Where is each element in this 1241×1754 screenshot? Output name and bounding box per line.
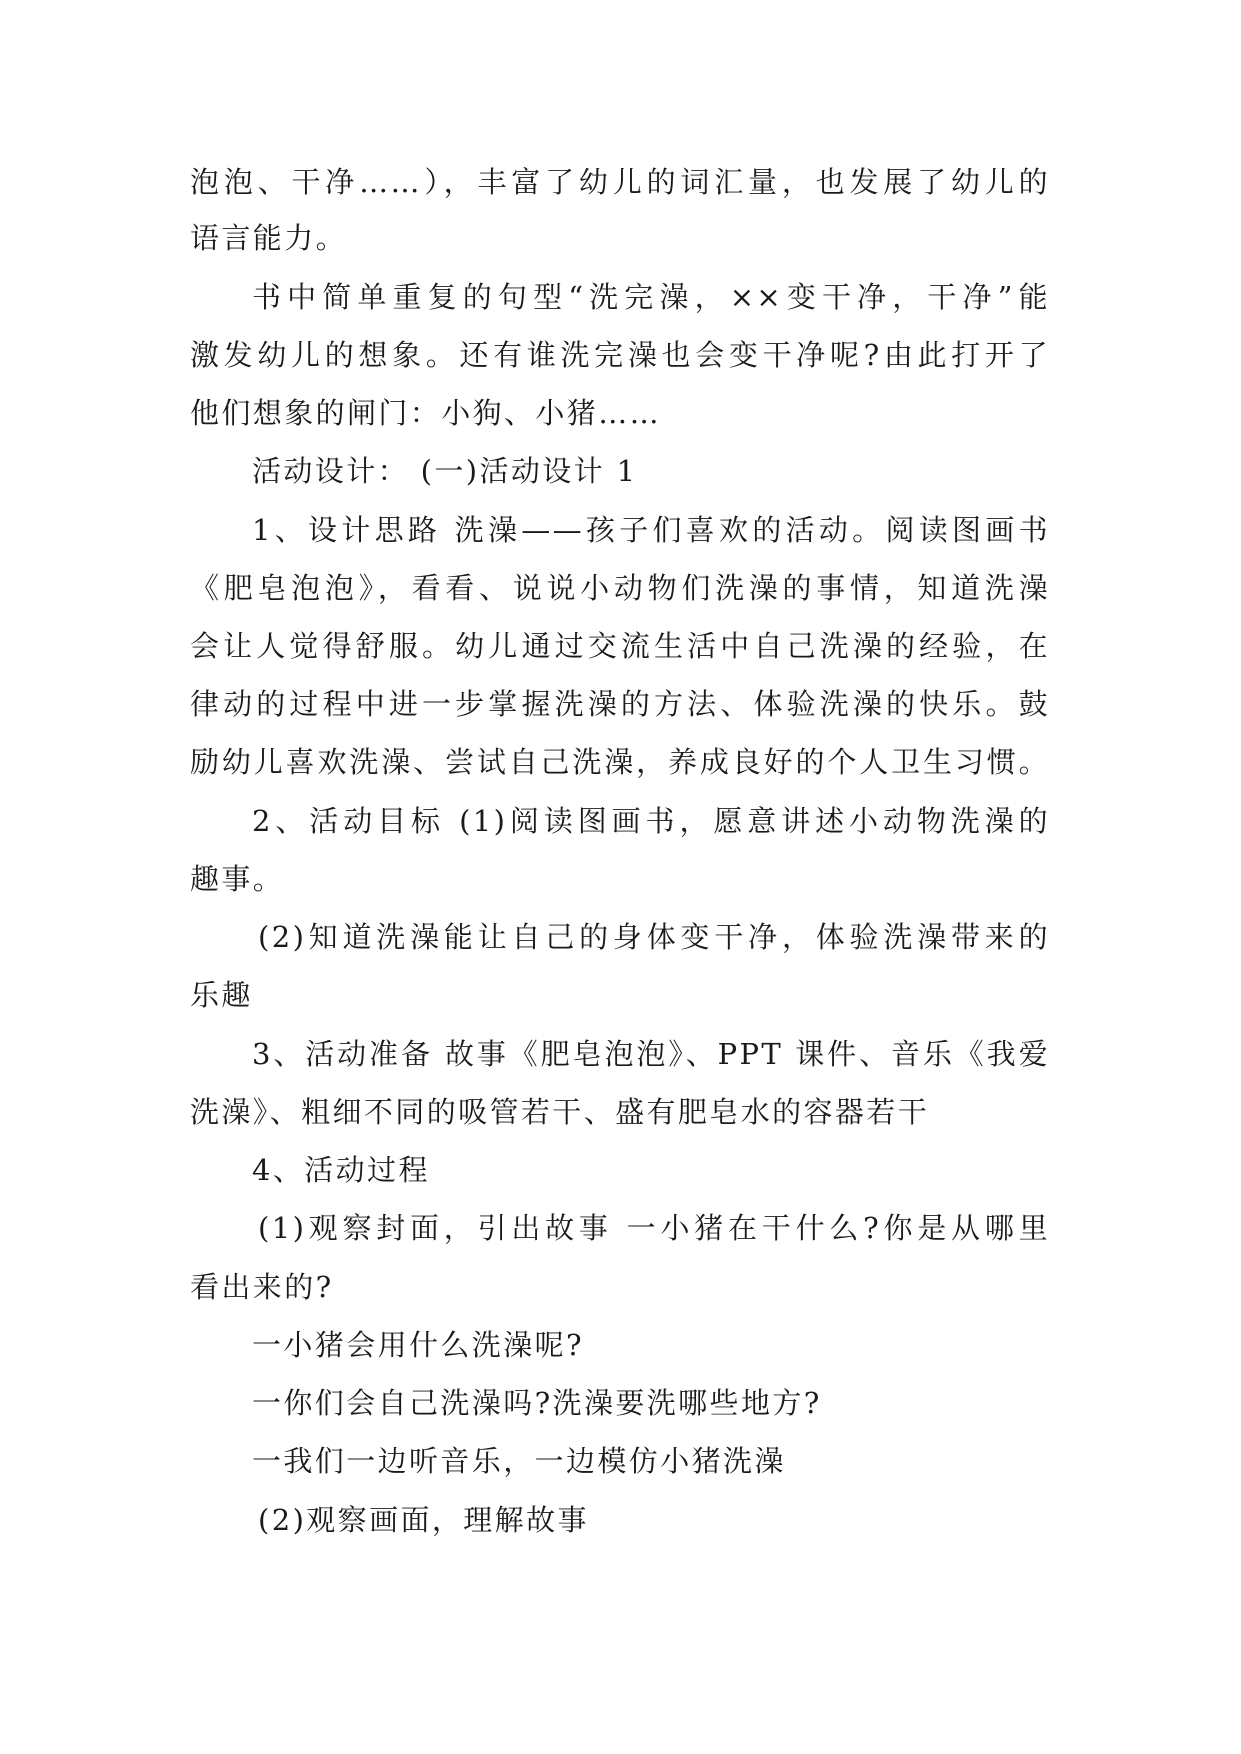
text-line: 励幼儿喜欢洗澡、尝试自己洗澡，养成良好的个人卫生习惯。 [190, 745, 1050, 779]
text-line: 激发幼儿的想象。还有谁洗完澡也会变干净呢?由此打开了 [190, 338, 1050, 372]
text-line: 书中简单重复的句型“洗完澡，××变干净，干净”能 [252, 280, 1050, 314]
text-line: (1)观察封面，引出故事 一小猪在干什么?你是从哪里 [258, 1211, 1050, 1245]
section-heading: 活动设计： (一)活动设计 1 [252, 454, 638, 488]
text-line: 一小猪会用什么洗澡呢? [252, 1328, 584, 1362]
text-line: 《肥皂泡泡》，看看、说说小动物们洗澡的事情，知道洗澡 [190, 571, 1050, 605]
text-line: 1、设计思路 洗澡——孩子们喜欢的活动。阅读图画书 [252, 513, 1050, 547]
text-line: 洗澡》、粗细不同的吸管若干、盛有肥皂水的容器若干 [190, 1095, 930, 1129]
text-line: 语言能力。 [190, 221, 348, 255]
text-line: 他们想象的闸门：小狗、小猪…… [190, 396, 662, 430]
text-line: 趣事。 [190, 862, 285, 896]
text-line: 3、活动准备 故事《肥皂泡泡》、PPT 课件、音乐《我爱 [252, 1037, 1050, 1071]
text-line: 乐趣 [190, 978, 253, 1012]
text-line: (2)知道洗澡能让自己的身体变干净，体验洗澡带来的 [258, 920, 1050, 954]
text-line: 2、活动目标 (1)阅读图画书，愿意讲述小动物洗澡的 [252, 804, 1050, 838]
text-line: (2)观察画面，理解故事 [258, 1503, 589, 1537]
text-line: 会让人觉得舒服。幼儿通过交流生活中自己洗澡的经验，在 [190, 629, 1050, 663]
text-line: 一我们一边听音乐，一边模仿小猪洗澡 [252, 1444, 786, 1478]
text-line: 泡泡、干净……），丰富了幼儿的词汇量，也发展了幼儿的 [190, 165, 1050, 199]
text-line: 4、活动过程 [252, 1153, 430, 1187]
text-line: 律动的过程中进一步掌握洗澡的方法、体验洗澡的快乐。鼓 [190, 687, 1050, 721]
text-line: 看出来的? [190, 1270, 334, 1304]
text-line: 一你们会自己洗澡吗?洗澡要洗哪些地方? [252, 1386, 822, 1420]
